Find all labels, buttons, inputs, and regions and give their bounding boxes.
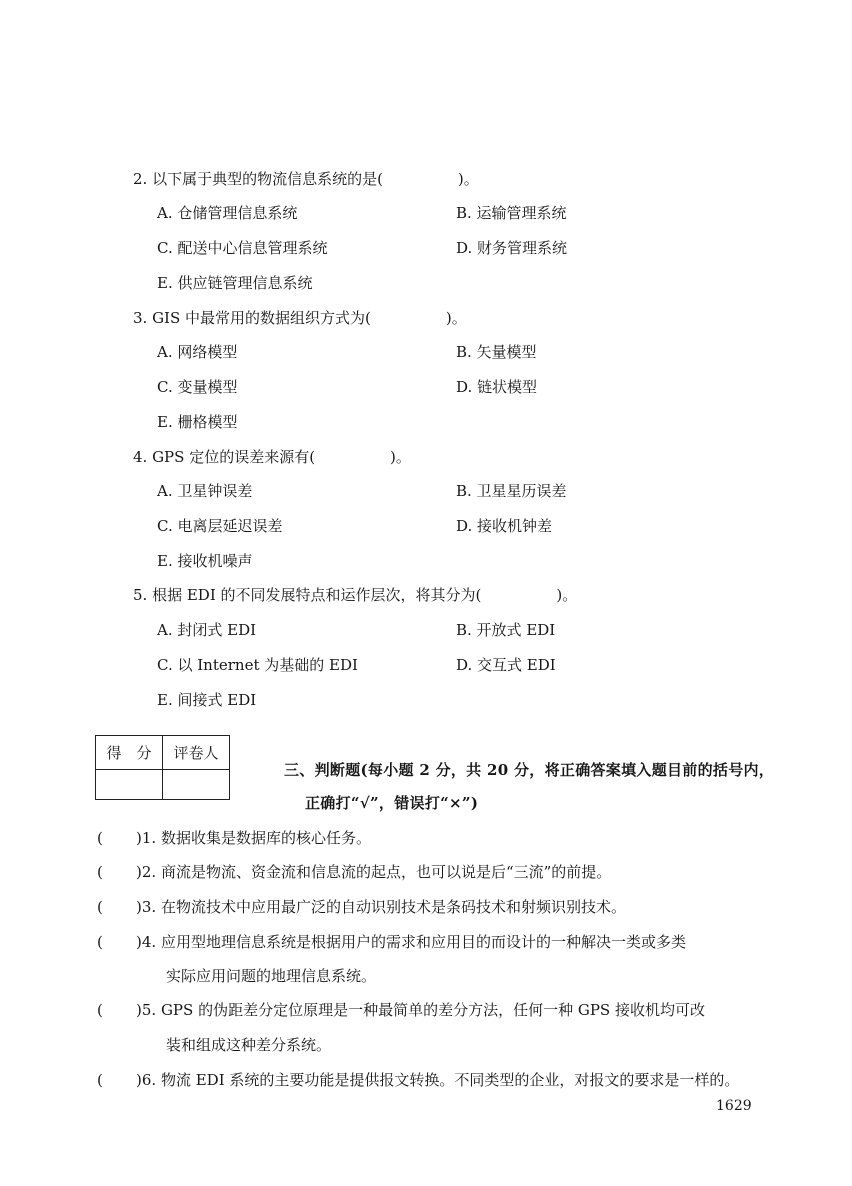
question-3-option-b: B. 矢量模型	[456, 343, 537, 361]
judgment-6-text: )6. 物流 EDI 系统的主要功能是提供报文转换。不同类型的企业，对报文的要求是一样的。	[136, 1071, 740, 1089]
question-5-option-c: C. 以 Internet 为基础的 EDI	[157, 656, 358, 674]
question-5-stem: 5. 根据 EDI 的不同发展特点和运作层次，将其分为( )。	[133, 586, 578, 604]
question-2-option-b: B. 运输管理系统	[456, 204, 567, 222]
section-3-heading-cont: 正确打“√”，错误打“×”)	[305, 794, 479, 812]
question-3-option-d: D. 链状模型	[456, 378, 538, 396]
judgment-4-paren: (	[97, 933, 103, 951]
question-4-option-e: E. 接收机噪声	[157, 552, 253, 570]
score-cell	[96, 770, 163, 800]
question-4-option-c: C. 电离层延迟误差	[157, 517, 283, 535]
judgment-4-cont-text: 实际应用问题的地理信息系统。	[166, 967, 377, 985]
question-4-option-d: D. 接收机钟差	[456, 517, 553, 535]
judgment-3-text: )3. 在物流技术中应用最广泛的自动识别技术是条码技术和射频识别技术。	[136, 898, 626, 916]
score-label: 得 分	[96, 736, 163, 770]
score-table	[95, 735, 230, 800]
judgment-4-text: )4. 应用型地理信息系统是根据用户的需求和应用目的而设计的一种解决一类或多类	[136, 933, 686, 951]
question-3-option-c: C. 变量模型	[157, 378, 238, 396]
judgment-2-text: )2. 商流是物流、资金流和信息流的起点，也可以说是后“三流”的前提。	[136, 863, 612, 881]
judgment-5-paren: (	[97, 1001, 103, 1019]
question-2-stem: 2. 以下属于典型的物流信息系统的是( )。	[133, 170, 479, 188]
question-2-option-a: A. 仓储管理信息系统	[157, 204, 298, 222]
judgment-5-text: )5. GPS 的伪距差分定位原理是一种最简单的差分方法，任何一种 GPS 接收机均可改	[136, 1001, 705, 1019]
question-2-option-d: D. 财务管理系统	[456, 239, 568, 257]
question-3-option-e: E. 栅格模型	[157, 413, 238, 431]
question-5-option-a: A. 封闭式 EDI	[157, 621, 257, 639]
question-4-stem: 4. GPS 定位的误差来源有( )。	[133, 448, 411, 466]
page-number: 1629	[716, 1098, 752, 1114]
question-5-option-d: D. 交互式 EDI	[456, 656, 556, 674]
judgment-3-paren: (	[97, 898, 103, 916]
question-4-option-b: B. 卫星星历误差	[456, 482, 567, 500]
question-3-stem: 3. GIS 中最常用的数据组织方式为( )。	[133, 309, 467, 327]
judgment-1-paren: (	[97, 829, 103, 847]
question-4-option-a: A. 卫星钟误差	[157, 482, 253, 500]
grader-cell	[163, 770, 230, 800]
question-2-option-e: E. 供应链管理信息系统	[157, 274, 313, 292]
section-3-heading: 三、判断题(每小题 2 分，共 20 分，将正确答案填入题目前的括号内，	[284, 761, 775, 779]
judgment-5-cont-text: 装和组成这种差分系统。	[166, 1036, 332, 1054]
judgment-2-paren: (	[97, 863, 103, 881]
question-3-option-a: A. 网络模型	[157, 343, 238, 361]
grader-label: 评卷人	[163, 736, 230, 770]
judgment-1-text: )1. 数据收集是数据库的核心任务。	[136, 829, 371, 847]
judgment-6-paren: (	[97, 1071, 103, 1089]
question-5-option-b: B. 开放式 EDI	[456, 621, 556, 639]
question-5-option-e: E. 间接式 EDI	[157, 691, 257, 709]
question-2-option-c: C. 配送中心信息管理系统	[157, 239, 328, 257]
